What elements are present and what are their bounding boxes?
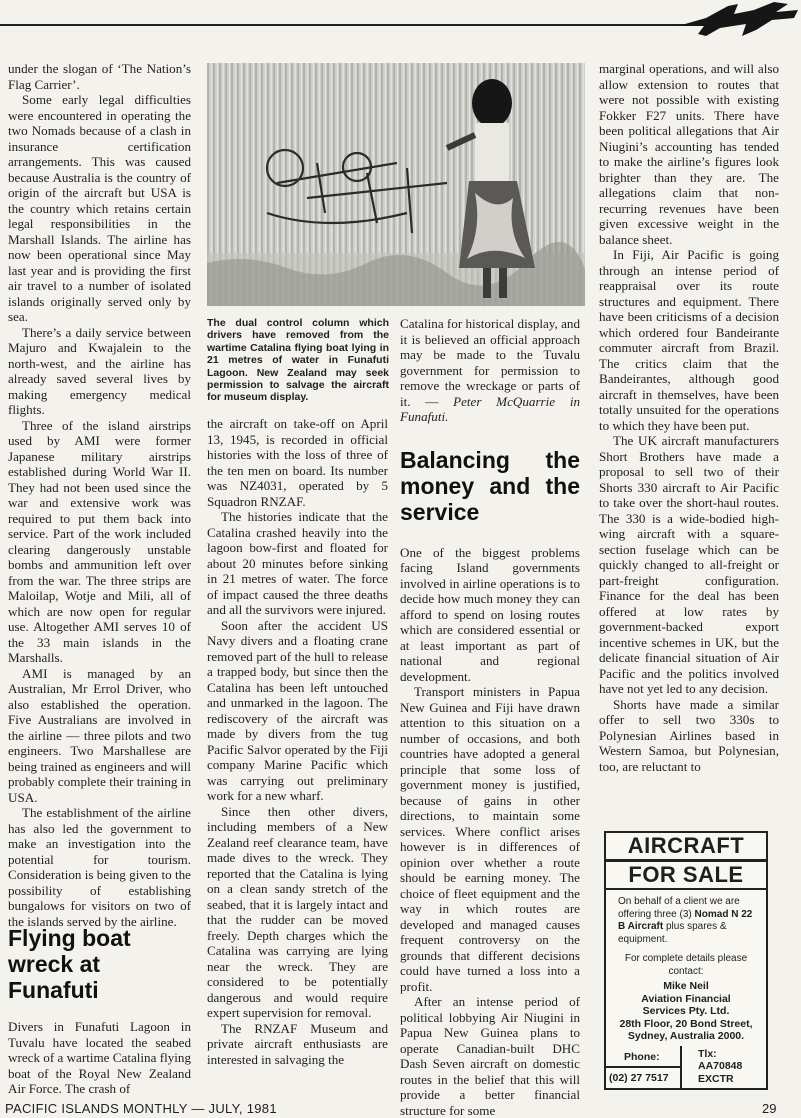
ad-contact-line: 28th Floor, 20 Bond Street, — [619, 1017, 753, 1030]
ad-phone-telex — [606, 1046, 766, 1088]
ad-contact-line: Services Pty. Ltd. — [642, 1005, 730, 1018]
paragraph: Some early legal difficulties were encountered in operating the two Nomads because of a clash in insurance certification arrangements. This was caused because Australia is the country of origin of the aircraft but USA is the country which retains certain legal responsibilities in the Marshall Islands. The airline has now been operational since May last year and is providing the first air travel to a number of isolated islands originally served only by sea. — [8, 92, 191, 324]
photo-caption: The dual control column which drivers have removed from the wartime Catalina flying boat lying in 21 metres of water in Funafuti Lagoon. New Zealand may seek permission to salvage the aircraft for museum display. — [207, 317, 389, 404]
paragraph: the aircraft on take-off on April 13, 1945, is recorded in official histories with the loss of three of the ten men on board. Its number was NZ4031, operated by 5 Squadron RNZAF. — [207, 416, 388, 509]
paragraph: The histories indicate that the Catalina crashed heavily into the lagoon bow-first and floated for about 20 minutes before sinking in 21 metres of water. The force of impact caused the three deaths and all the survivors were injured. — [207, 509, 388, 617]
page-number: 29 — [762, 1101, 777, 1116]
paragraph: There’s a daily service between Majuro and Kwajalein to the north-west, and the airline has already saved several lives by making emergency medical flights. — [8, 324, 191, 417]
paragraph: The establishment of the airline has also led the government to make an investigation into the potential for tourism. Consideration is being given to the possibility of establishing bungalows for visitors on two of the islands served by the airline. — [8, 805, 191, 929]
column-3 — [400, 316, 580, 1118]
paragraph: Three of the island airstrips used by AMI were former Japanese military airstrips established during World War II. They had not been used since the war and extensive work was required to put them back into service. Part of the work included clearing dangerously unstable bombs and ammunition left over from the war. The three strips are Maloilap, Wotje and Mili, all of which are now open for regular use. Altogether AMI serves 10 of the 33 main islands in the Marshalls. — [8, 417, 191, 665]
ad-contact-block — [606, 980, 766, 1043]
ad-contact-line: Aviation Financial — [641, 992, 731, 1005]
ad-offer-text: On behalf of a client we are offering three (3) — [618, 896, 740, 920]
running-footer: PACIFIC ISLANDS MONTHLY — JULY, 1981 — [5, 1101, 277, 1116]
paragraph: AMI is managed by an Australian, Mr Errol Driver, who also established the operation. Five Australians are involved in the airline — three pilots and two engineers. Two Marshallese are being trained as engineers and will probably complete their training in USA. — [8, 665, 191, 805]
paragraph: Transport ministers in Papua New Guinea and Fiji have drawn attention to this situation on a number of occasions, and both countries have adopted a general principle that some loss of government money is justified, because of gains in other directions, to maintain some services. Where conflict arises however is in differences of opinion over whether a route should be earning money. The choice of fleet equipment and the way in which routes are developed and managed causes frequent controversy on the grounds that different decisions could have turned a loss into a profit. — [400, 684, 580, 994]
paragraph: marginal operations, and will also allow extension to routes that were not possible with existing Fokker F27 units. There have been political allegations that Air Niugini’s accounting has tended to make the airline’s figures look brighter than they are. The allegations claim that non-recurring revenues have been given excessive weight in the balance sheet. — [599, 61, 779, 247]
top-rule — [0, 24, 688, 26]
ad-phone-number: (02) 27 7517 — [609, 1072, 669, 1084]
paragraph: Soon after the accident US Navy divers and a floating crane removed part of the hull to release a trapped body, but since then the Catalina has been left untouched and unmarked in the lagoon. The rediscovery of the aircraft was made by divers from the tug Pacific Salvor operated by the Fiji company Marine Pacific which was carrying out preliminary work for a new wharf. — [207, 617, 388, 803]
aircraft-for-sale-ad — [604, 831, 768, 1090]
article-photo — [207, 63, 585, 306]
aircraft-logo-icon — [676, 0, 801, 38]
paragraph: The UK aircraft manufacturers Short Brothers have made a proposal to sell two of their Shorts 330 aircraft to Air Pacific to take over the short-haul routes. The 330 is a wide-bodied high-wing aircraft with a square-section fuselage which can be quickly changed to all-freight or part-freight configuration. Finance for the deal has been offered at low rates by government-backed export incentive schemes in UK, but the delicate financial situation of Air Pacific and the politics involved have not yet led to any decision. — [599, 433, 779, 696]
ad-divider — [606, 1066, 680, 1068]
column-2 — [207, 416, 388, 1067]
ad-divider — [680, 1046, 682, 1088]
ad-contact-line: Mike Neil — [663, 980, 709, 992]
paragraph: In Fiji, Air Pacific is going through an intense period of reappraisal over its route structures and equipment. There have been criticisms of a decision which ordered four Bandeirante commuter aircraft from Brazil. The critics claim that the Bandeirantes, although good aircraft in themselves, have been totally unsuited for the operations to which they have been put. — [599, 247, 779, 433]
ad-contact-line: Sydney, Australia 2000. — [627, 1030, 745, 1043]
ad-title-aircraft: AIRCRAFT — [606, 833, 766, 862]
paragraph: The RNZAF Museum and private aircraft enthusiasts are interested in salvaging the — [207, 1020, 388, 1067]
column-4 — [599, 61, 779, 774]
paragraph: One of the biggest problems facing Island governments involved in airline operations is to decide how much money they can afford to spend on losing routes which are considered essential or at least important as part of national and regional development. — [400, 544, 580, 684]
paragraph: After an intense period of political lobbying Air Niugini in Papua New Guinea plans to operate Canadian-built DHC Dash Seven aircraft on domestic routes in the belief that this will provide a better financial structure for some — [400, 994, 580, 1118]
ad-offer-aircraft: Nomad N 22 B Aircraft — [618, 908, 753, 932]
lead-paragraph: Divers in Funafuti Lagoon in Tuvalu have located the seabed wreck of a wartime Catalina flying boat of the Royal New Zealand Air Force. The crash of — [8, 1019, 191, 1096]
photo-woman-with-control-column — [207, 63, 585, 306]
paragraph: under the slogan of ‘The Nation’s Flag Carrier’. — [8, 61, 191, 92]
column-1 — [8, 61, 191, 929]
paragraph: Shorts have made a similar offer to sell two 330s to Polynesian Airlines based in Western Samoa, but Polynesian, too, are reluctant to — [599, 696, 779, 774]
ad-telex-label: Tlx: — [698, 1048, 717, 1060]
flying-boat-article-start — [8, 925, 191, 1097]
ad-telex-number: AA70848 — [698, 1060, 743, 1072]
ad-title-for-sale: FOR SALE — [606, 862, 766, 890]
ad-telex-code: EXCTR — [698, 1073, 734, 1085]
paragraph: Since then other divers, including members of a New Zealand reef clearance team, have made dives to the wreck. They reported that the Catalina is lying on a clean sandy stretch of the seabed, that it is largely intact and that the rudder can be moved freely. Depth charges which the Catalina was carrying are lying near the wreck. They are considered to be potentially dangerous and would require expert supervision for removal. — [207, 803, 388, 1020]
paragraph — [400, 316, 580, 425]
paragraph-text: Catalina for historical display, and it is believed an official approach may be made to the Tuvalu government for permission to remove the wreckage or parts of it. — — [400, 316, 580, 409]
ad-phone-label: Phone: — [624, 1051, 660, 1063]
ad-offer — [606, 890, 766, 946]
ad-details: For complete details please contact: — [624, 953, 748, 977]
byline: Peter McQuarrie in Funafuti. — [400, 393, 581, 424]
ad-offer-text-end: plus spares & equipment. — [618, 921, 727, 945]
headline-flying-boat: Flying boat wreck at Funafuti — [8, 925, 131, 1003]
headline-balancing: Balancing the money and the service — [400, 446, 580, 525]
